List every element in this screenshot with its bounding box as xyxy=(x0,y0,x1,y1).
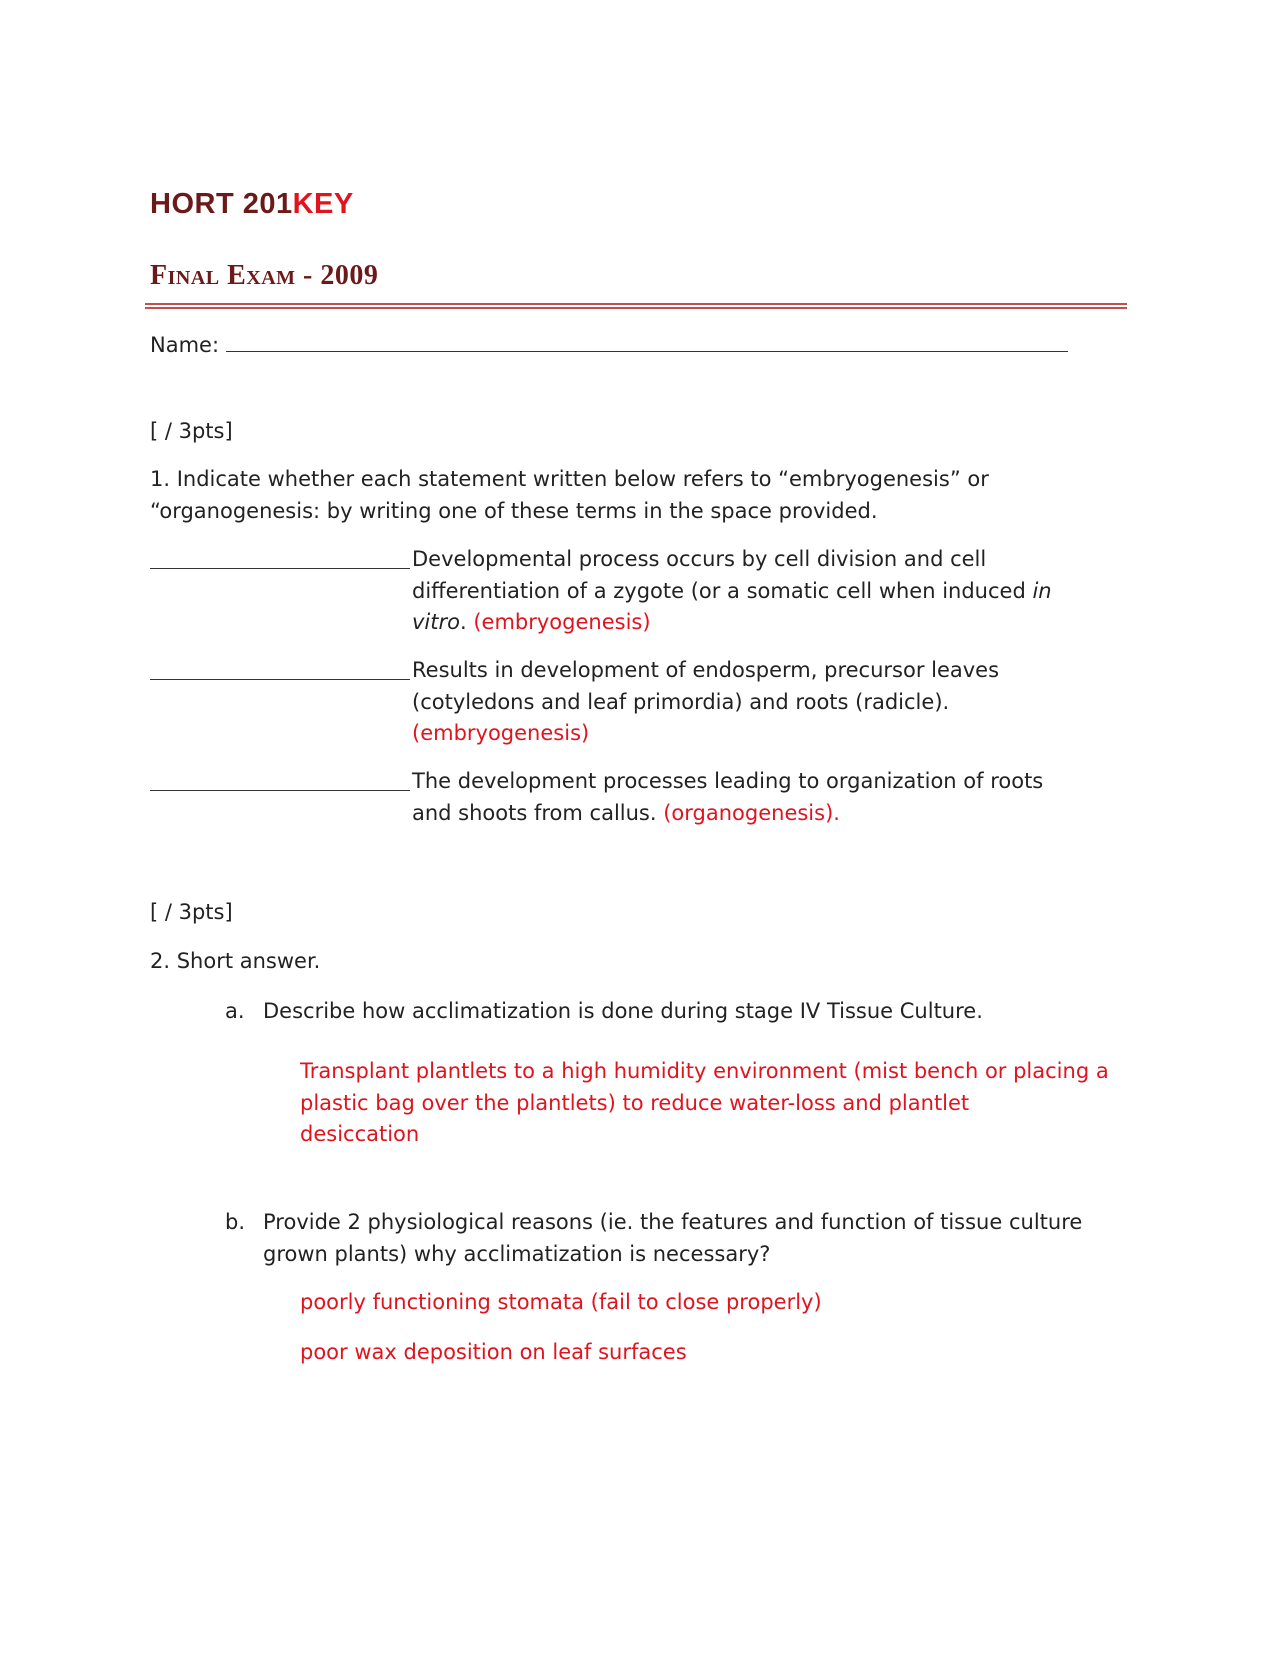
course-title xyxy=(150,188,1130,224)
q2-part-b-question-line1: Provide 2 physiological reasons (ie. the features and function of tissue culture xyxy=(263,1210,1083,1234)
q1-item-3-answer: (organogenesis). xyxy=(663,800,840,825)
q2-part-b-question-line2: grown plants) why acclimatization is necessary? xyxy=(263,1241,771,1266)
q1-item-2-line1: Results in development of endosperm, precursor leaves xyxy=(412,658,1000,682)
q1-item-3-line1: The development processes leading to organization of roots xyxy=(412,769,1044,793)
q1-item-1-line1: Developmental process occurs by cell division and cell xyxy=(412,547,987,571)
q1-item-1-line3-italic: vitro xyxy=(412,610,460,634)
q1-item-1-line2-italic: in xyxy=(1032,578,1052,603)
q1-item-1-line2-text: differentiation of a zygote (or a somatic cell when induced xyxy=(412,578,1033,603)
q1-points: [ / 3pts] xyxy=(150,419,233,443)
q1-prompt-line1: 1. Indicate whether each statement written below refers to “embryogenesis” or xyxy=(150,467,989,491)
q1-item-2-blank[interactable] xyxy=(150,679,410,680)
q2-part-b-letter: b. xyxy=(225,1210,246,1234)
key-label: KEY xyxy=(292,188,354,220)
q1-item-1-line2 xyxy=(412,576,1112,608)
q2-points: [ / 3pts] xyxy=(150,900,233,924)
q1-item-1-desc xyxy=(412,544,1112,639)
name-label: Name: xyxy=(150,333,220,357)
q1-item-1-answer: (embryogenesis) xyxy=(473,610,651,634)
q2-prompt: 2. Short answer. xyxy=(150,949,321,973)
q2-part-a-answer xyxy=(300,1056,1120,1151)
name-blank[interactable] xyxy=(226,351,1068,352)
name-field xyxy=(150,330,1068,362)
title-divider xyxy=(145,303,1127,309)
q1-item-1-line3-text: . xyxy=(459,610,474,634)
q2-part-a-question: Describe how acclimatization is done during stage IV Tissue Culture. xyxy=(263,999,983,1023)
q1-item-3-blank[interactable] xyxy=(150,790,410,791)
q2-part-b-answer-2: poor wax deposition on leaf surfaces xyxy=(300,1340,687,1364)
q1-item-3-line2-text: and shoots from callus. xyxy=(412,800,664,825)
course-code: HORT 201 xyxy=(150,188,293,220)
q2-part-a-letter: a. xyxy=(225,999,245,1023)
q1-item-2-desc xyxy=(412,655,1112,750)
exam-title: Final Exam - 2009 xyxy=(150,260,379,291)
q1-item-2-answer: (embryogenesis) xyxy=(412,721,590,745)
q2-part-a-answer-line1: Transplant plantlets to a high humidity environment (mist bench or placing a xyxy=(300,1059,1109,1083)
q1-prompt xyxy=(150,464,1130,527)
q1-item-3-line2 xyxy=(412,798,1112,830)
q1-item-3-desc xyxy=(412,766,1112,829)
q1-item-1-blank[interactable] xyxy=(150,568,410,569)
q1-item-1-line3 xyxy=(412,607,1112,639)
q2-part-a-answer-line3: desiccation xyxy=(300,1122,420,1146)
q2-part-b-question xyxy=(263,1207,1123,1270)
q1-item-2-line2: (cotyledons and leaf primordia) and roots (radicle). xyxy=(412,689,950,714)
q1-prompt-line2: “organogenesis: by writing one of these terms in the space provided. xyxy=(150,498,878,523)
q2-part-b-answer-1: poorly functioning stomata (fail to close properly) xyxy=(300,1290,822,1314)
q2-part-a-answer-line2: plastic bag over the plantlets) to reduce water-loss and plantlet xyxy=(300,1090,970,1115)
exam-page xyxy=(150,188,1130,1364)
